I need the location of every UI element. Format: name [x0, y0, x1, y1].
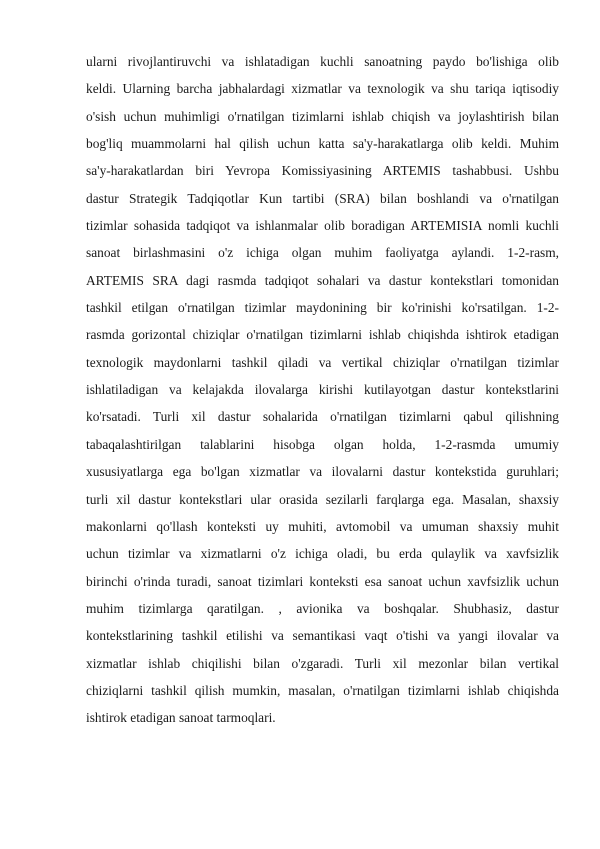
text-line: makonlarni qo'llash konteksti uy muhiti, avtomobil va umuman shaxsiy muhit: [86, 518, 559, 534]
text-line: rasmda gorizontal chiziqlar o'rnatilgan tizimlarni ishlab chiqishda ishtirok etadigan: [86, 327, 559, 343]
text-line: tabaqalashtirilgan talablarini hisobga olgan holda, 1-2-rasmda umumiy: [86, 436, 559, 452]
text-line: bog'liq muammolarni hal qilish uchun katta sa'y-harakatlarga olib keldi. Muhim: [86, 136, 559, 152]
body-paragraph: [86, 48, 559, 732]
text-line: ularni rivojlantiruvchi va ishlatadigan kuchli sanoatning paydo bo'lishiga olib: [86, 54, 559, 69]
text-line: sanoat birlashmasini o'z ichiga olgan muhim faoliyatga aylandi. 1-2-rasm,: [86, 245, 559, 261]
text-line: uchun tizimlar va xizmatlarni o'z ichiga oladi, bu erda qulaylik va xavfsizlik: [86, 546, 559, 562]
text-line: xizmatlar ishlab chiqilishi bilan o'zgaradi. Turli xil mezonlar bilan vertikal: [86, 655, 559, 671]
text-line: birinchi o'rinda turadi, sanoat tizimlari konteksti esa sanoat uchun xavfsizlik uchun: [86, 573, 559, 589]
text-line: xususiyatlarga ega bo'lgan xizmatlar va ilovalarni dastur kontekstida guruhlari;: [86, 464, 559, 480]
text-line: tizimlar sohasida tadqiqot va ishlanmalar olib boradigan ARTEMISIA nomli kuchli: [86, 218, 559, 234]
text-line: turli xil dastur kontekstlari ular orasida sezilarli farqlarga ega. Masalan, shaxsiy: [86, 491, 559, 507]
text-line: sa'y-harakatlardan biri Yevropa Komissiyasining ARTEMIS tashabbusi. Ushbu: [86, 163, 559, 179]
text-line: tashkil etilgan o'rnatilgan tizimlar maydonining bir ko'rinishi ko'rsatilgan. 1-2-: [86, 300, 559, 316]
text-line: kontekstlarining tashkil etilishi va semantikasi vaqt o'tishi va yangi ilovalar va: [86, 628, 559, 644]
text-line: keldi. Ularning barcha jabhalardagi xizmatlar va texnologik va shu tariqa iqtisodiy: [86, 81, 559, 97]
text-line-last: ishtirok etadigan sanoat tarmoqlari.: [86, 710, 276, 726]
text-line: ko'rsatadi. Turli xil dastur sohalarida o'rnatilgan tizimlarni qabul qilishning: [86, 409, 559, 425]
text-line: ishlatiladigan va kelajakda ilovalarga kirishi kutilayotgan dastur kontekstlarini: [86, 382, 559, 398]
text-line: muhim tizimlarga qaratilgan. , avionika va boshqalar. Shubhasiz, dastur: [86, 600, 559, 616]
text-line: ARTEMIS SRA dagi rasmda tadqiqot sohalari va dastur kontekstlari tomonidan: [86, 272, 559, 288]
text-line: dastur Strategik Tadqiqotlar Kun tartibi (SRA) bilan boshlandi va o'rnatilgan: [86, 190, 559, 206]
text-line: texnologik maydonlarni tashkil qiladi va vertikal chiziqlar o'rnatilgan tizimlar: [86, 354, 559, 370]
text-line: chiziqlarni tashkil qilish mumkin, masalan, o'rnatilgan tizimlarni ishlab chiqishda: [86, 682, 559, 698]
text-line: o'sish uchun muhimligi o'rnatilgan tizimlarni ishlab chiqish va joylashtirish bilan: [86, 108, 559, 124]
